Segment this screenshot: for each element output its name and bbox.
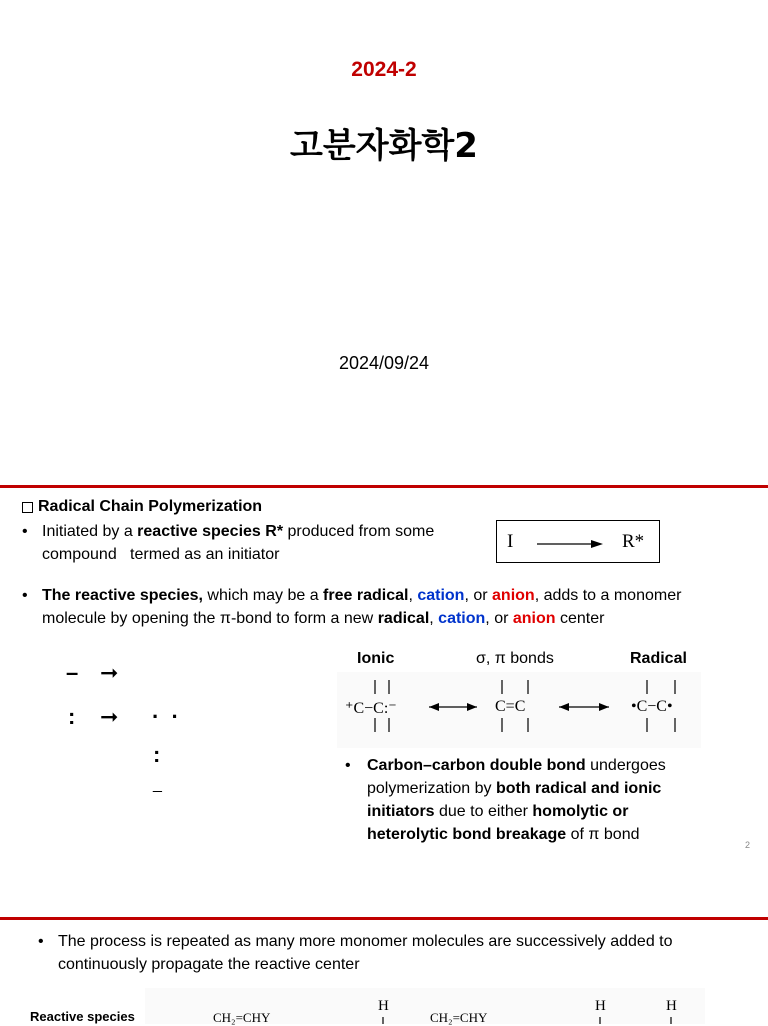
text-span: anion	[492, 587, 535, 604]
bullet-dot-icon: •	[22, 587, 28, 604]
text-span: produced from some	[283, 523, 435, 540]
text-span: ,	[408, 587, 418, 604]
hydrogen-atom: H	[666, 998, 677, 1014]
colon-glyph: :	[68, 704, 76, 729]
ionic-structure: ⁺C−C:⁻	[345, 700, 397, 717]
text-span: polymerization by	[367, 780, 496, 797]
monomer-formula: CH₂=CHY	[213, 1010, 271, 1025]
text-span: homolytic or	[532, 803, 629, 820]
bond-diagram	[337, 672, 701, 748]
text-span: molecule by opening the π-bond to form a new	[42, 610, 378, 627]
ionic-label: Ionic	[357, 650, 395, 667]
text-span: initiators	[367, 803, 435, 820]
text-span: center	[555, 610, 605, 627]
text-span: cation	[438, 610, 486, 627]
text-span: due to either	[434, 803, 533, 820]
bullet-dot-icon: •	[38, 933, 44, 950]
text-span: reactive species R*	[137, 523, 284, 540]
colon-glyph: :	[153, 742, 161, 767]
text-span: continuously propagate the reactive center	[58, 956, 360, 973]
section-heading	[22, 498, 262, 516]
text-span: undergoes	[585, 757, 666, 774]
text-span: ,	[429, 610, 439, 627]
text-span: anion	[512, 610, 556, 627]
slide-divider	[0, 917, 768, 920]
section-heading-text: Radical Chain Polymerization	[38, 498, 263, 515]
text-span: cation	[417, 587, 465, 604]
semester-label: 2024-2	[351, 58, 417, 81]
initiator-box	[496, 520, 660, 563]
bullet-dot-icon: •	[22, 523, 28, 540]
bullet-reactive-species	[22, 584, 752, 630]
sigma-pi-label: σ, π bonds	[476, 650, 554, 667]
monomer-formula: CH₂=CHY	[430, 1010, 488, 1025]
radical-structure: •C−C•	[631, 698, 673, 715]
bullet-initiation	[22, 520, 482, 566]
hydrogen-atom: H	[595, 998, 606, 1014]
initiator-symbol: I	[507, 531, 514, 552]
bond-lines-svg	[370, 1017, 690, 1024]
page-number: 2	[745, 840, 751, 850]
text-span: radical	[377, 610, 430, 627]
arrow-glyph: ➞	[100, 704, 119, 729]
bullet-double-bond	[345, 754, 745, 846]
arrow-glyph: ➞	[100, 660, 119, 685]
text-span: Carbon–carbon double bond	[367, 757, 586, 774]
radical-label: Radical	[630, 650, 687, 667]
reaction-arrow-icon	[535, 539, 605, 549]
course-title: 고분자화학2	[290, 126, 478, 166]
lecture-date: 2024/09/24	[338, 353, 430, 373]
text-span: which may be a	[202, 587, 324, 604]
double-bond-structure: C=C	[495, 698, 526, 715]
text-span: free radical	[323, 587, 409, 604]
bullet-propagation	[38, 930, 758, 976]
hydrogen-atom: H	[378, 998, 389, 1014]
dots-glyph: · ·	[152, 704, 179, 729]
checkbox-square-icon	[22, 502, 33, 513]
reactive-species-symbol: R*	[622, 531, 645, 552]
text-span: , adds to a monomer	[534, 587, 682, 604]
text-span: , or	[485, 610, 513, 627]
underscore-glyph: _	[153, 776, 162, 793]
slide-divider	[0, 485, 768, 488]
text-span: The reactive species,	[42, 587, 203, 604]
text-span: Initiated by a	[42, 523, 138, 540]
bullet-dot-icon: •	[345, 757, 351, 774]
text-span: of π bond	[566, 826, 640, 843]
text-span: both radical and ionic	[495, 780, 662, 797]
text-span: , or	[464, 587, 493, 604]
text-span: compound termed as an initiator	[42, 546, 280, 563]
dash-glyph: –	[66, 660, 79, 685]
reactive-species-label: Reactive species	[30, 1009, 135, 1024]
text-span: The process is repeated as many more monomer molecules are successively added to	[58, 933, 673, 950]
text-span: heterolytic bond breakage	[367, 826, 567, 843]
